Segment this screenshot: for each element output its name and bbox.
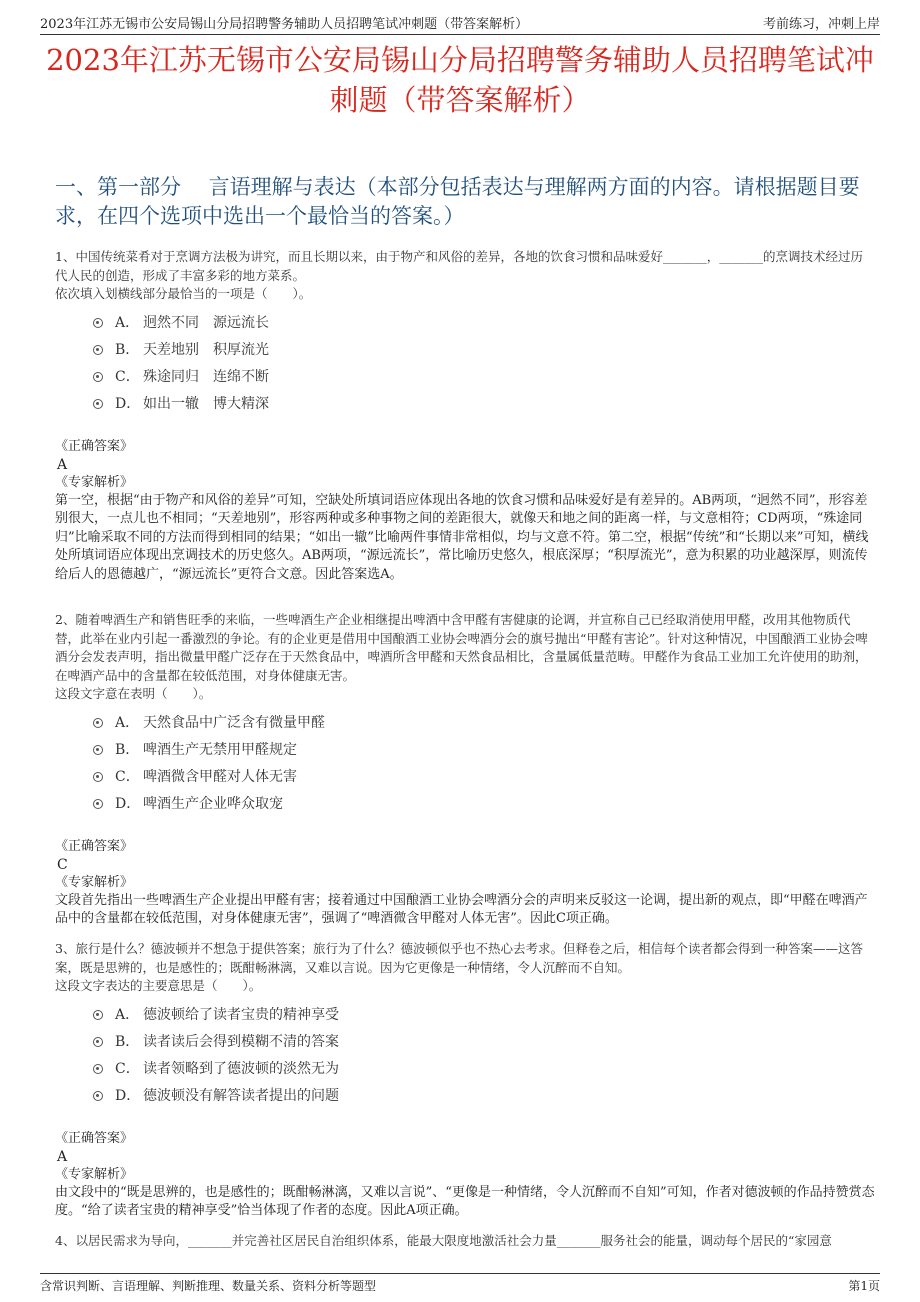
- option-text: 殊途同归 连绵不断: [143, 368, 269, 385]
- option-b[interactable]: [93, 1029, 875, 1056]
- answer-block: [55, 838, 875, 929]
- option-letter: D．: [115, 395, 141, 412]
- answer-label: 《正确答案》: [55, 438, 134, 454]
- option-letter: A．: [115, 1006, 140, 1023]
- option-a[interactable]: [93, 1002, 875, 1029]
- question-3: [55, 940, 875, 1221]
- page-title: 2023年江苏无锡市公安局锡山分局招聘警务辅助人员招聘笔试冲刺题（带答案解析）: [46, 43, 874, 117]
- answer-value: A: [57, 456, 68, 473]
- question-ask: 这段文字表达的主要意思是（ ）。: [55, 978, 262, 993]
- analysis-text: 由文段中的“既是思辨的，也是感性的；既酣畅淋漓，又难以言说”、“更像是一种情绪，令人沉醉而不自知”可知，作者对德波顿的作品持赞赏态度。“给了读者宝贵的精神享受”恰当体现了作者的态度。因此A项正确。: [55, 1184, 875, 1218]
- footer-question-types: 含常识判断、言语理解、判断推理、数量关系、资料分析等题型: [40, 1279, 377, 1293]
- question-stem: 1、中国传统菜肴对于烹调方法极为讲究，而且长期以来，由于物产和风俗的差异，各地的饮食习惯和品味爱好_______，_______的烹调技术经过历代人民的创造，形成了丰富多彩的地方菜系。: [55, 249, 863, 283]
- question-2: [55, 611, 875, 929]
- radio-icon[interactable]: [93, 318, 103, 328]
- option-text: 德波顿没有解答读者提出的问题: [143, 1087, 339, 1104]
- header-slogan: 考前练习，冲刺上岸: [762, 17, 880, 32]
- section-heading: 一、第一部分 言语理解与表达（本部分包括表达与理解两方面的内容。请根据题目要求，在四个选项中选出一个最恰当的答案。）: [55, 175, 860, 228]
- option-text: 读者读后会得到模糊不清的答案: [143, 1033, 339, 1050]
- radio-icon[interactable]: [93, 745, 103, 755]
- answer-label: 《正确答案》: [55, 838, 134, 854]
- radio-icon[interactable]: [93, 345, 103, 355]
- page-number: 第1页: [848, 1279, 880, 1293]
- analysis-label: 《专家解析》: [55, 874, 134, 890]
- option-text: 啤酒生产企业哗众取宠: [143, 795, 283, 812]
- option-c[interactable]: [93, 1056, 875, 1083]
- header-doc-title: 2023年江苏无锡市公安局锡山分局招聘警务辅助人员招聘笔试冲刺题（带答案解析）: [40, 17, 529, 32]
- option-c[interactable]: [93, 764, 875, 791]
- option-letter: C．: [115, 768, 140, 785]
- option-c[interactable]: [93, 364, 875, 391]
- answer-block: [55, 438, 875, 585]
- option-a[interactable]: [93, 310, 875, 337]
- option-text: 如出一辙 博大精深: [143, 395, 269, 412]
- option-text: 天然食品中广泛含有微量甲醛: [143, 714, 325, 731]
- question-stem: 3、旅行是什么？德波顿并不想急于提供答案；旅行为了什么？德波顿似乎也不热心去考求。但释卷之后，相信每个读者都会得到一种答案——这答案，既是思辨的，也是感性的；既酣畅淋漓，又难以言说。因为它更像是一种情绪，令人沉醉而不自知。: [55, 941, 863, 975]
- option-letter: D．: [115, 1087, 141, 1104]
- radio-icon[interactable]: [93, 372, 103, 382]
- answer-value: C: [57, 856, 68, 873]
- analysis-text: 文段首先指出一些啤酒生产企业提出甲醛有害；接着通过中国酿酒工业协会啤酒分会的声明来反驳这一论调，提出新的观点，即“甲醛在啤酒产品中的含量都在较低范围，对身体健康无害”，强调了“啤酒微含甲醛对人体无害”。因此C项正确。: [55, 892, 868, 926]
- question-4: [55, 1232, 875, 1251]
- option-text: 啤酒微含甲醛对人体无害: [143, 768, 297, 785]
- analysis-label: 《专家解析》: [55, 474, 134, 490]
- option-d[interactable]: [93, 391, 875, 418]
- option-list: [55, 1002, 875, 1110]
- question-1: [55, 248, 875, 584]
- option-letter: C．: [115, 1060, 140, 1077]
- option-letter: B．: [115, 741, 140, 758]
- option-letter: A．: [115, 314, 140, 331]
- radio-icon[interactable]: [93, 718, 103, 728]
- radio-icon[interactable]: [93, 1010, 103, 1020]
- option-letter: C．: [115, 368, 140, 385]
- answer-value: A: [57, 1148, 68, 1165]
- analysis-label: 《专家解析》: [55, 1166, 134, 1182]
- radio-icon[interactable]: [93, 1037, 103, 1047]
- option-text: 迥然不同 源远流长: [143, 314, 269, 331]
- radio-icon[interactable]: [93, 1064, 103, 1074]
- option-text: 读者领略到了德波顿的淡然无为: [143, 1060, 339, 1077]
- option-list: [55, 310, 875, 418]
- option-d[interactable]: [93, 1083, 875, 1110]
- question-stem: 2、随着啤酒生产和销售旺季的来临，一些啤酒生产企业相继提出啤酒中含甲醛有害健康的论调，并宣称自己已经取消使用甲醛，改用其他物质代替，此举在业内引起一番激烈的争论。有的企业更是借用中国酿酒工业协会啤酒分会的旗号抛出“甲醛有害论”。针对这种情况，中国酿酒工业协会啤酒分会发表声明，指出微量甲醛广泛存在于天然食品中，啤酒所含甲醛和天然食品相比，含量属低量范畴。甲醛作为食品工业加工允许使用的助剂，在啤酒产品中的含量都在较低范围，对身体健康无害。: [55, 612, 868, 683]
- answer-block: [55, 1130, 875, 1221]
- radio-icon[interactable]: [93, 772, 103, 782]
- page-footer: [40, 1273, 880, 1294]
- radio-icon[interactable]: [93, 399, 103, 409]
- question-ask: 依次填入划横线部分最恰当的一项是（ ）。: [55, 286, 312, 301]
- option-text: 啤酒生产无禁用甲醛规定: [143, 741, 297, 758]
- option-a[interactable]: [93, 710, 875, 737]
- page-header: [40, 10, 880, 35]
- option-b[interactable]: [93, 737, 875, 764]
- answer-label: 《正确答案》: [55, 1130, 134, 1146]
- option-letter: D．: [115, 795, 141, 812]
- question-ask: 这段文字意在表明（ ）。: [55, 686, 212, 701]
- option-d[interactable]: [93, 791, 875, 818]
- option-b[interactable]: [93, 337, 875, 364]
- radio-icon[interactable]: [93, 1091, 103, 1101]
- question-stem: 4、以居民需求为导向，_______并完善社区居民自治组织体系，能最大限度地激活社会力量_______服务社会的能量，调动每个居民的“家园意: [55, 1233, 832, 1248]
- option-list: [55, 710, 875, 818]
- radio-icon[interactable]: [93, 799, 103, 809]
- option-letter: A．: [115, 714, 140, 731]
- analysis-text: 第一空，根据“由于物产和风俗的差异”可知，空缺处所填词语应体现出各地的饮食习惯和品味爱好是有差异的。AB两项，“迥然不同”，形容差别很大，一点儿也不相同；“天差地别”，形容两种或多种事物之间的差距很大，就像天和地之间的距离一样，与文意相符；CD两项，“殊途同归”比喻采取不同的方法而得到相同的结果；“如出一辙”比喻两件事情非常相似，均与文意不符。第二空，根据“传统”和“长期以来”可知，横线处所填词语应体现出烹调技术的历史悠久。AB两项，“源远流长”，常比喻历史悠久，根底深厚；“积厚流光”，意为积累的功业越深厚，则流传给后人的恩德越广，“源远流长”更符合文意。因此答案选A。: [55, 492, 869, 582]
- option-text: 天差地别 积厚流光: [143, 341, 269, 358]
- option-letter: B．: [115, 341, 140, 358]
- option-text: 德波顿给了读者宝贵的精神享受: [143, 1006, 339, 1023]
- option-letter: B．: [115, 1033, 140, 1050]
